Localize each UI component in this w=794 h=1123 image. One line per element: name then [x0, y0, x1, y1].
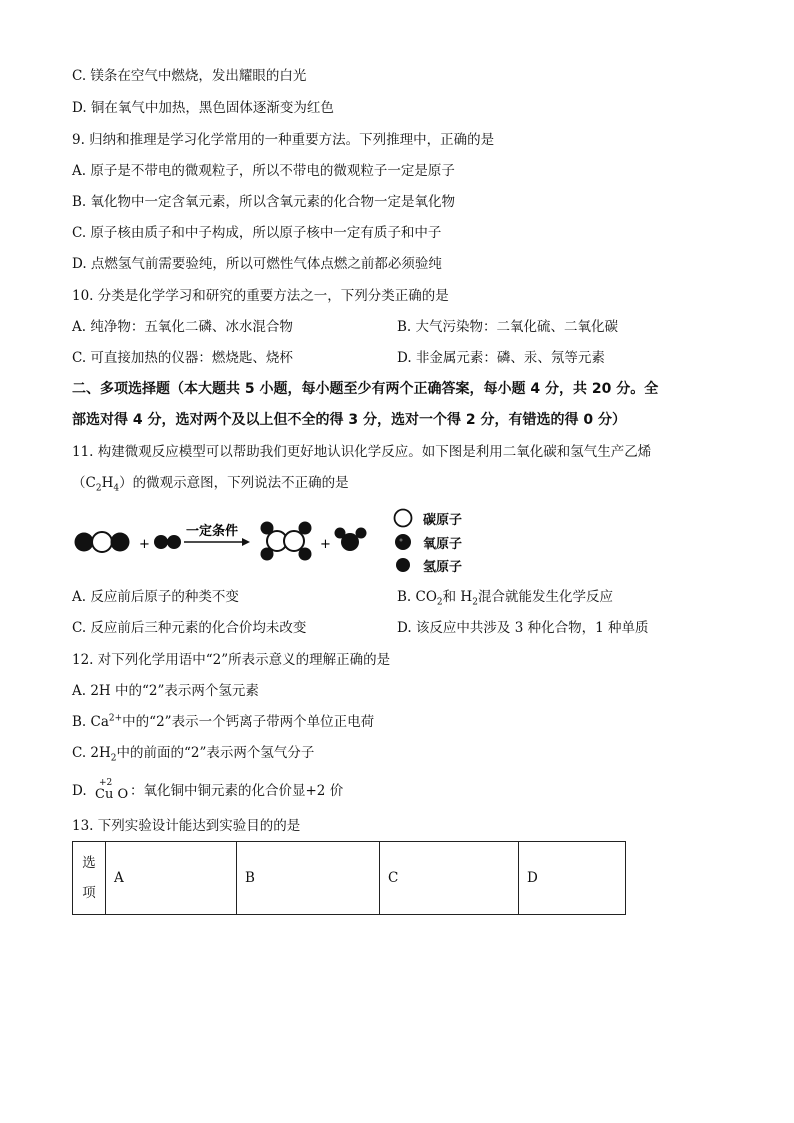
carbon-atom-icon: [393, 508, 413, 528]
q10-option-a: A. 纯净物：五氧化二磷、冰水混合物: [72, 319, 293, 335]
table-row: [73, 842, 626, 915]
legend-oxygen: 氧原子: [393, 532, 462, 552]
q11-option-d: D. 该反应中共涉及 3 种化合物，1 种单质: [397, 620, 649, 636]
oxygen-atom-icon: [393, 532, 413, 552]
co2-molecule: [75, 532, 130, 552]
q12-option-c: C. $2H_2$中的前面的“2”表示两个氢气分子: [72, 745, 315, 764]
section-2-heading-line2: 部选对得 4 分，选对两个及以上但不全的得 3 分，选对一个得 2 分，有错选的得 0 分）: [72, 412, 626, 428]
question-9: 9. 归纳和推理是学习化学常用的一种重要方法。下列推理中，正确的是: [72, 132, 495, 148]
q9-option-d: D. 点燃氢气前需要验纯，所以可燃性气体点燃之前都必须验纯: [72, 256, 442, 272]
legend-carbon: 碳原子: [393, 508, 462, 528]
c2h4-molecule: [261, 522, 312, 561]
table-header-cell: 选 项: [73, 842, 106, 915]
plus-sign-2: +: [320, 537, 331, 552]
q9-option-b: B. 氧化物中一定含氧元素，所以含氧元素的化合物一定是氧化物: [72, 194, 456, 210]
q12-option-b: B. $Ca^{2+}$中的“2”表示一个钙离子带两个单位正电荷: [72, 713, 375, 730]
question-13: 13. 下列实验设计能达到实验目的的是: [72, 818, 301, 834]
q11-option-b: B. $CO_2$和 $H_2$混合就能发生化学反应: [397, 589, 613, 608]
q12-option-d-label: D.: [72, 783, 87, 799]
q10-option-b: B. 大气污染物：二氧化硫、二氧化碳: [397, 319, 619, 335]
q12-option-a: A. 2H 中的“2”表示两个氢元素: [72, 683, 259, 699]
question-12: 12. 对下列化学用语中“2”所表示意义的理解正确的是: [72, 652, 391, 668]
reaction-condition: 一定条件: [186, 524, 239, 539]
table-cell-b: B: [237, 842, 380, 915]
q12-option-d-text: ：氧化铜中铜元素的化合价显+2 价: [130, 783, 344, 799]
plus-sign-1: +: [139, 537, 150, 552]
section-2-heading-line1: 二、多项选择题（本大题共 5 小题，每小题至少有两个正确答案，每小题 4 分，共 20 分。全: [72, 381, 659, 397]
q8-option-c: C. 镁条在空气中燃烧，发出耀眼的白光: [72, 68, 307, 84]
h2o-molecule: [335, 528, 367, 552]
cuo-text: Cu O: [95, 787, 129, 802]
question-11-line2: $(C_2H_4)$的微观示意图，下列说法不正确的是: [72, 475, 349, 494]
q9-option-c: C. 原子核由质子和中子构成，所以原子核中一定有质子和中子: [72, 225, 442, 241]
h2-molecule: [154, 535, 181, 549]
q9-option-a: A. 原子是不带电的微观粒子，所以不带电的微观粒子一定是原子: [72, 163, 455, 179]
question-11-line1: 11. 构建微观反应模型可以帮助我们更好地认识化学反应。如下图是利用二氧化碳和氢气生产乙烯: [72, 444, 652, 460]
question-10: 10. 分类是化学学习和研究的重要方法之一，下列分类正确的是: [72, 288, 449, 304]
legend-hydrogen: 氢原子: [393, 555, 462, 575]
q11-option-c: C. 反应前后三种元素的化合价均未改变: [72, 620, 307, 636]
table-cell-c: C: [380, 842, 519, 915]
q8-option-d: D. 铜在氧气中加热，黑色固体逐渐变为红色: [72, 100, 334, 116]
hydrogen-atom-icon: [393, 555, 413, 575]
q10-option-c: C. 可直接加热的仪器：燃烧匙、烧杯: [72, 350, 293, 366]
q10-option-d: D. 非金属元素：磷、汞、氖等元素: [397, 350, 605, 366]
cuo-formula: [93, 778, 133, 804]
options-table: [72, 841, 626, 915]
table-cell-d: D: [519, 842, 626, 915]
valence-mark: +2: [99, 778, 113, 788]
q11-option-a: A. 反应前后原子的种类不变: [72, 589, 239, 605]
table-cell-a: A: [106, 842, 237, 915]
